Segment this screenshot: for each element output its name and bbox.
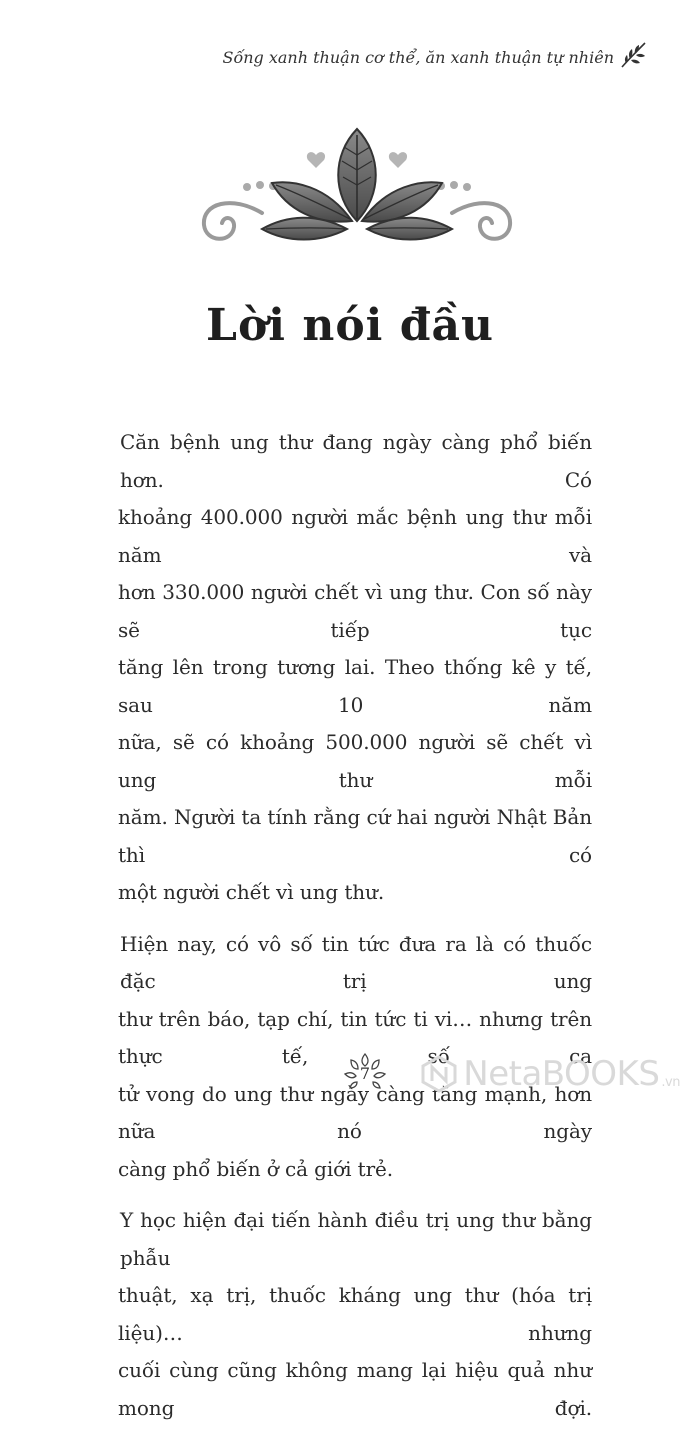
text-line: khoảng 400.000 người mắc bệnh ung thư mỗi năm và xyxy=(118,505,592,567)
text-line: Căn bệnh ung thư đang ngày càng phổ biến hơn. Có xyxy=(120,430,592,492)
text-line: cuối cùng cũng không mang lại hiệu quả như mong đợi. xyxy=(118,1358,592,1420)
text-line: Y học hiện đại tiến hành điều trị ung thư bằng phẫu xyxy=(120,1208,592,1270)
page-number-badge xyxy=(340,1050,390,1100)
chapter-title: Lời nói đầu xyxy=(206,300,494,351)
watermark-text: NetaBOOKS xyxy=(463,1054,660,1094)
paragraph xyxy=(118,1202,592,1427)
text-line: một người chết vì ung thư. xyxy=(118,880,385,904)
text-line: Hiện nay, có vô số tin tức đưa ra là có thuốc đặc trị ung xyxy=(120,931,592,993)
watermark xyxy=(419,1052,680,1096)
running-header: Sống xanh thuận cơ thể, ăn xanh thuận tự nhiên xyxy=(222,48,614,67)
body-text xyxy=(118,424,592,1441)
paragraph xyxy=(118,424,592,912)
leaf-ornament-icon xyxy=(192,125,522,255)
text-line: càng phổ biến ở cả giới trẻ. xyxy=(118,1156,394,1181)
text-line: năm. Người ta tính rằng cứ hai người Nhật Bản thì có xyxy=(118,805,592,867)
text-line: tăng lên trong tương lai. Theo thống kê y tế, sau 10 năm xyxy=(118,655,592,717)
text-line: hơn 330.000 người chết vì ung thư. Con số này sẽ tiếp tục xyxy=(118,580,592,642)
text-line: thư trên báo, tạp chí, tin tức ti vi… nhưng trên thực tế, số ca xyxy=(118,1006,592,1068)
text-line: tử vong do ung thư ngày càng tăng mạnh, hơn nữa nó ngày xyxy=(118,1081,592,1143)
text-line: thuật, xạ trị, thuốc kháng ung thư (hóa trị liệu)… nhưng xyxy=(118,1283,592,1345)
leaf-sprig-icon xyxy=(618,40,648,70)
page-number: 7 xyxy=(359,1064,371,1083)
watermark-suffix: .vn xyxy=(661,1074,680,1090)
netabooks-logo-icon xyxy=(419,1054,459,1094)
text-line: nữa, sẽ có khoảng 500.000 người sẽ chết vì ung thư mỗi xyxy=(118,730,592,792)
